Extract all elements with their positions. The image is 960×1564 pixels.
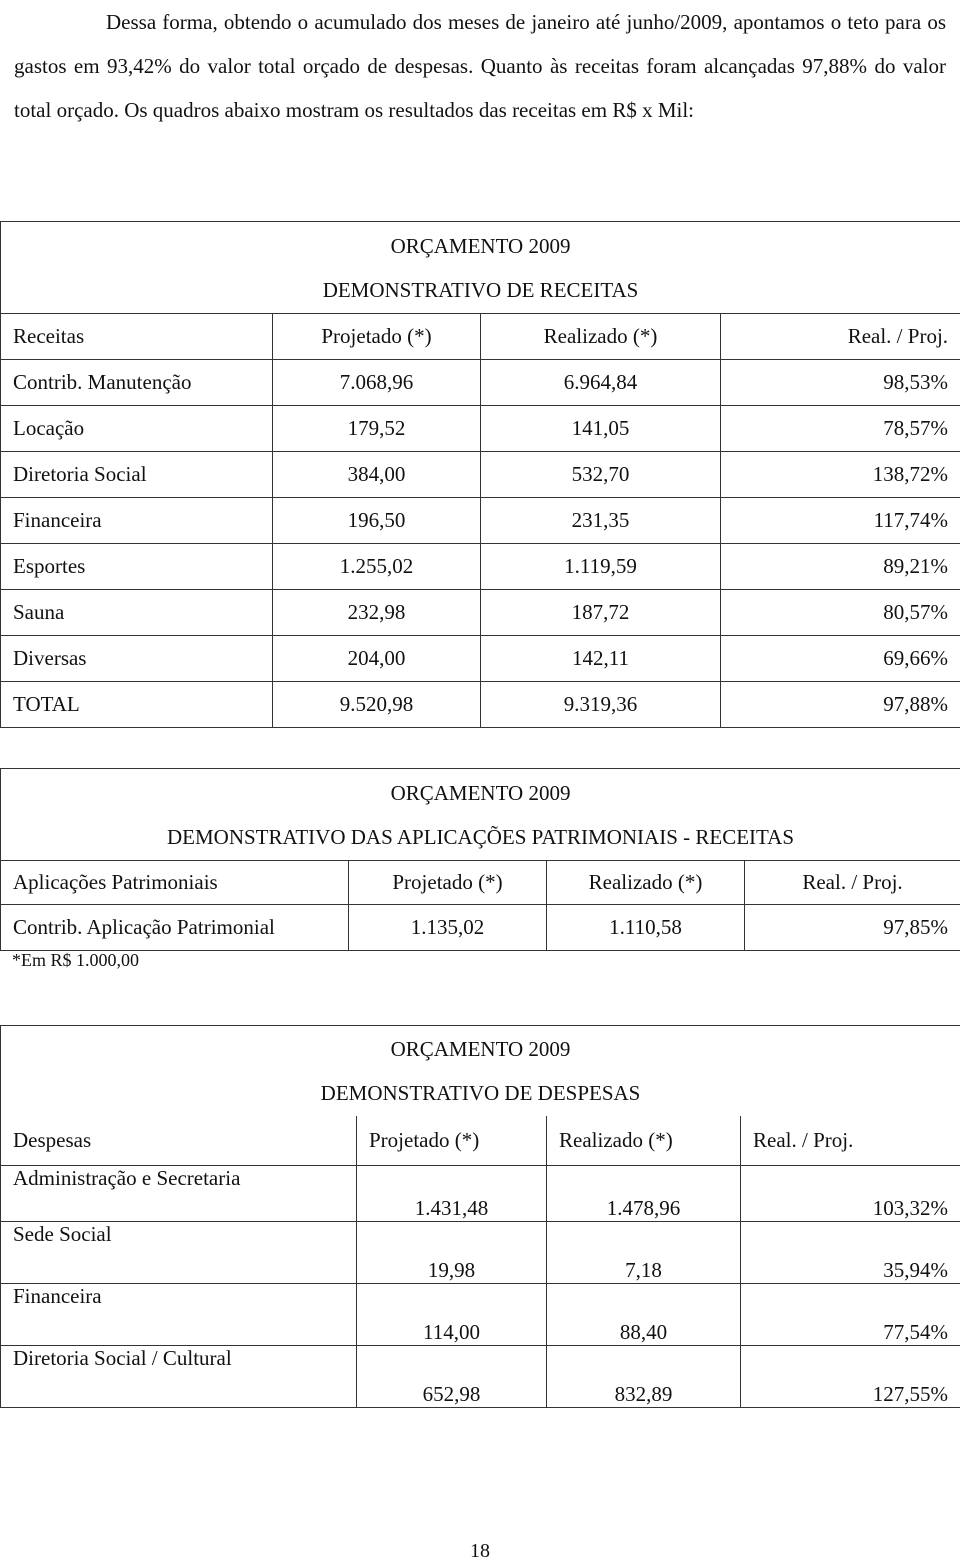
header-despesas: Despesas bbox=[1, 1116, 357, 1166]
row-percent: 78,57% bbox=[721, 406, 960, 452]
table-row bbox=[1, 498, 960, 544]
aplicacoes-title bbox=[1, 769, 960, 861]
header-projetado: Projetado (*) bbox=[349, 861, 547, 905]
row-percent: 98,53% bbox=[721, 360, 960, 406]
header-realizado: Realizado (*) bbox=[547, 861, 745, 905]
row-label: Administração e Secretaria bbox=[1, 1166, 357, 1222]
row-label: Diretoria Social / Cultural bbox=[1, 1346, 357, 1408]
header-realizado: Realizado (*) bbox=[481, 314, 721, 360]
receitas-header-row bbox=[1, 314, 960, 360]
row-realizado: 187,72 bbox=[481, 590, 721, 636]
table-row bbox=[1, 1284, 960, 1346]
units-note: *Em R$ 1.000,00 bbox=[12, 950, 140, 970]
row-realizado: 7,18 bbox=[547, 1222, 741, 1284]
row-realizado: 532,70 bbox=[481, 452, 721, 498]
row-projetado: 1.135,02 bbox=[349, 905, 547, 951]
table-row bbox=[1, 360, 960, 406]
header-aplicacoes: Aplicações Patrimoniais bbox=[1, 861, 349, 905]
header-real-proj: Real. / Proj. bbox=[745, 861, 960, 905]
intro-paragraph: Dessa forma, obtendo o acumulado dos meses de janeiro até junho/2009, apontamos o teto para os gastos em 93,42% do valor total orçado de despesas. Quanto às receitas foram alcançadas 97,88% do valor total orçado. Os quadros abaixo mostram os resultados das receitas em R$ x Mil: bbox=[14, 10, 946, 122]
row-label: TOTAL bbox=[1, 682, 273, 728]
row-projetado: 114,00 bbox=[357, 1284, 547, 1346]
row-realizado: 1.119,59 bbox=[481, 544, 721, 590]
row-projetado: 196,50 bbox=[273, 498, 481, 544]
row-realizado: 6.964,84 bbox=[481, 360, 721, 406]
row-realizado: 832,89 bbox=[547, 1346, 741, 1408]
header-realizado: Realizado (*) bbox=[547, 1116, 741, 1166]
despesas-header-row bbox=[1, 1116, 960, 1166]
table-row bbox=[1, 544, 960, 590]
aplicacoes-table bbox=[0, 768, 960, 951]
despesas-title-line2: DEMONSTRATIVO DE DESPESAS bbox=[320, 1080, 641, 1105]
row-percent: 127,55% bbox=[741, 1346, 960, 1408]
header-real-proj: Real. / Proj. bbox=[741, 1116, 960, 1166]
row-percent: 117,74% bbox=[721, 498, 960, 544]
row-percent: 97,85% bbox=[745, 905, 960, 951]
table-row bbox=[1, 406, 960, 452]
despesas-title-line1: ORÇAMENTO 2009 bbox=[390, 1036, 571, 1061]
row-label: Diversas bbox=[1, 636, 273, 682]
row-projetado: 19,98 bbox=[357, 1222, 547, 1284]
receitas-table bbox=[0, 221, 960, 728]
row-projetado: 179,52 bbox=[273, 406, 481, 452]
row-label: Financeira bbox=[1, 1284, 357, 1346]
row-projetado: 232,98 bbox=[273, 590, 481, 636]
row-label: Esportes bbox=[1, 544, 273, 590]
despesas-title bbox=[1, 1026, 960, 1116]
row-label: Sauna bbox=[1, 590, 273, 636]
row-realizado: 88,40 bbox=[547, 1284, 741, 1346]
table-row bbox=[1, 905, 960, 951]
receitas-title-line2: DEMONSTRATIVO DE RECEITAS bbox=[322, 277, 639, 302]
row-percent: 89,21% bbox=[721, 544, 960, 590]
row-label: Diretoria Social bbox=[1, 452, 273, 498]
table-row bbox=[1, 590, 960, 636]
total-row bbox=[1, 682, 960, 728]
row-label: Contrib. Aplicação Patrimonial bbox=[1, 905, 349, 951]
row-realizado: 1.478,96 bbox=[547, 1166, 741, 1222]
aplicacoes-header-row bbox=[1, 861, 960, 905]
row-label: Financeira bbox=[1, 498, 273, 544]
receitas-title bbox=[1, 222, 960, 314]
row-percent: 77,54% bbox=[741, 1284, 960, 1346]
row-projetado: 652,98 bbox=[357, 1346, 547, 1408]
table-row bbox=[1, 1166, 960, 1222]
row-realizado: 142,11 bbox=[481, 636, 721, 682]
aplicacoes-title-line2: DEMONSTRATIVO DAS APLICAÇÕES PATRIMONIAIS - RECEITAS bbox=[167, 824, 795, 849]
row-label: Sede Social bbox=[1, 1222, 357, 1284]
row-percent: 80,57% bbox=[721, 590, 960, 636]
row-percent: 97,88% bbox=[721, 682, 960, 728]
header-projetado: Projetado (*) bbox=[357, 1116, 547, 1166]
despesas-table bbox=[0, 1025, 960, 1408]
row-realizado: 1.110,58 bbox=[547, 905, 745, 951]
row-projetado: 1.431,48 bbox=[357, 1166, 547, 1222]
row-projetado: 384,00 bbox=[273, 452, 481, 498]
row-projetado: 204,00 bbox=[273, 636, 481, 682]
row-projetado: 7.068,96 bbox=[273, 360, 481, 406]
receitas-title-line1: ORÇAMENTO 2009 bbox=[390, 233, 571, 258]
table-row bbox=[1, 1346, 960, 1408]
aplicacoes-title-line1: ORÇAMENTO 2009 bbox=[390, 780, 571, 805]
page-number: 18 bbox=[470, 1540, 490, 1562]
table-row bbox=[1, 1222, 960, 1284]
row-realizado: 9.319,36 bbox=[481, 682, 721, 728]
row-label: Locação bbox=[1, 406, 273, 452]
row-percent: 69,66% bbox=[721, 636, 960, 682]
row-percent: 35,94% bbox=[741, 1222, 960, 1284]
table-row bbox=[1, 452, 960, 498]
header-real-proj: Real. / Proj. bbox=[721, 314, 960, 360]
row-percent: 138,72% bbox=[721, 452, 960, 498]
row-projetado: 9.520,98 bbox=[273, 682, 481, 728]
row-realizado: 141,05 bbox=[481, 406, 721, 452]
header-projetado: Projetado (*) bbox=[273, 314, 481, 360]
row-realizado: 231,35 bbox=[481, 498, 721, 544]
row-projetado: 1.255,02 bbox=[273, 544, 481, 590]
table-row bbox=[1, 636, 960, 682]
row-percent: 103,32% bbox=[741, 1166, 960, 1222]
row-label: Contrib. Manutenção bbox=[1, 360, 273, 406]
header-receitas: Receitas bbox=[1, 314, 273, 360]
